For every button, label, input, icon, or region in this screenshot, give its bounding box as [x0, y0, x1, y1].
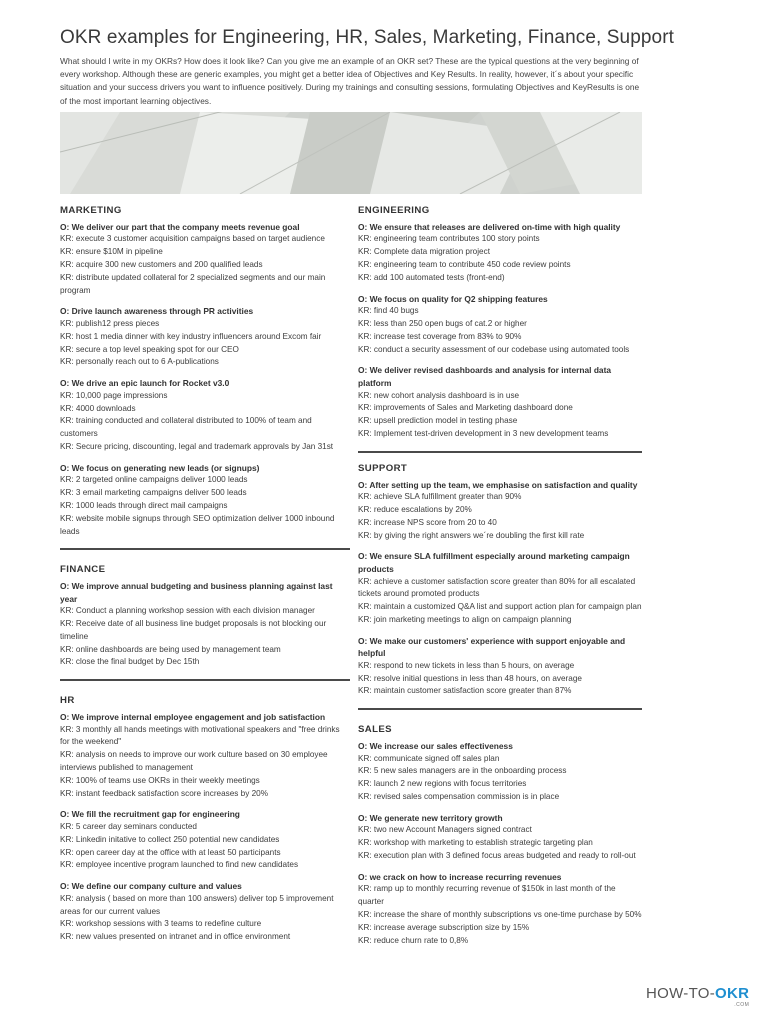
objective-block: [60, 221, 350, 298]
key-result: KR: 3 monthly all hands meetings with motivational speakers and "free drinks for the weekend": [60, 724, 340, 747]
key-result: KR: less than 250 open bugs of cat.2 or higher: [358, 318, 527, 328]
key-result: KR: increase the share of monthly subscriptions vs one-time purchase by 50%: [358, 910, 642, 920]
key-result: KR: Conduct a planning workshop session with each division manager: [60, 606, 315, 616]
intro-paragraph: What should I write in my OKRs? How does it look like? Can you give me an example of an OKR set? These are the typical questions at the very beginning of every workshop. Although these are generic examples, you might get a better idea of Objectives and Key Results. In reality, however, it´s about your specific situation and your success drivers you want to influence positively. During my trainings and consulting sessions, formulating Objectives and KeyResults is one of the most important learning objectives.: [60, 56, 640, 106]
key-result: KR: increase test coverage from 83% to 90%: [358, 331, 522, 341]
logo-brand: OKR: [715, 985, 750, 1002]
right-column: [358, 205, 642, 955]
key-result: KR: execution plan with 3 defined focus areas budgeted and ready to roll-out: [358, 851, 636, 861]
key-result: KR: execute 3 customer acquisition campaigns based on target audience: [60, 234, 325, 244]
key-result: KR: new cohort analysis dashboard is in use: [358, 390, 520, 400]
key-result: KR: workshop sessions with 3 teams to redefine culture: [60, 919, 262, 929]
key-result: KR: conduct a security assessment of our codebase using automated tools: [358, 344, 630, 354]
key-result: KR: personally reach out to 6 A-publications: [60, 357, 219, 367]
objective-title: O: We generate new territory growth: [358, 812, 503, 823]
how-to-okr-logo: [646, 985, 750, 1008]
section-divider: [60, 679, 350, 681]
key-result: KR: achieve a customer satisfaction score greater than 80% for all escalated tickets around promoted products: [358, 576, 636, 599]
key-result: KR: acquire 300 new customers and 200 qualified leads: [60, 259, 263, 269]
key-result: KR: new values presented on intranet and in office environment: [60, 932, 291, 942]
key-result: KR: distribute updated collateral for 2 specialized segments and our main program: [60, 272, 326, 295]
key-result: KR: analysis ( based on more than 100 answers) deliver top 5 improvement areas for our current values: [60, 893, 334, 916]
logo-prefix: HOW-TO-: [646, 985, 716, 1002]
key-result: KR: join marketing meetings to align on campaign planning: [358, 614, 572, 624]
key-result: KR: upsell prediction model in testing phase: [358, 416, 518, 426]
key-result: KR: employee incentive program launched to find new candidates: [60, 860, 299, 870]
key-result: KR: engineering team to contribute 450 code review points: [358, 259, 571, 269]
key-result: KR: Receive date of all business line budget proposals is not blocking our timeline: [60, 619, 327, 641]
key-result: KR: find 40 bugs: [358, 306, 419, 316]
objective-block: [60, 880, 350, 944]
section-divider: [60, 548, 350, 550]
section-heading: FINANCE: [60, 564, 106, 576]
key-result: KR: website mobile signups through SEO optimization deliver 1000 inbound leads: [60, 513, 335, 536]
section-divider: [358, 708, 642, 710]
objective-block: [358, 871, 642, 948]
section-support: [358, 463, 642, 711]
key-result: KR: training conducted and collateral distributed to 100% of team and customers: [60, 416, 312, 439]
objective-block: [358, 221, 642, 285]
objective-title: O: We deliver our part that the company meets revenue goal: [60, 221, 300, 232]
key-result: KR: analysis on needs to improve our work culture based on 30 employee interviews published to management: [60, 750, 328, 773]
key-result: KR: Linkedin initative to collect 250 potential new candidates: [60, 834, 280, 844]
objective-title: O: We ensure SLA fulfillment especially around marketing campaign products: [358, 551, 630, 574]
objective-block: [358, 812, 642, 863]
key-result: KR: 10,000 page impressions: [60, 390, 168, 400]
key-result: KR: reduce churn rate to 0,8%: [358, 935, 469, 945]
left-column: [60, 205, 350, 952]
objective-block: [358, 364, 642, 440]
key-result: KR: publish12 press pieces: [60, 318, 160, 328]
objective-title: O: We focus on generating new leads (or signups): [60, 462, 260, 473]
objective-title: O: We focus on quality for Q2 shipping features: [358, 293, 548, 304]
objective-block: [358, 635, 642, 699]
key-result: KR: engineering team contributes 100 story points: [358, 234, 540, 244]
objective-block: [60, 305, 350, 369]
key-result: KR: 4000 downloads: [60, 403, 136, 413]
key-result: KR: secure a top level speaking spot for our CEO: [60, 344, 239, 354]
key-result: KR: launch 2 new regions with focus territories: [358, 779, 527, 789]
section-finance: [60, 564, 350, 681]
section-hr: [60, 695, 350, 944]
objective-title: O: We ensure that releases are delivered on-time with high quality: [358, 221, 621, 232]
objective-block: [358, 293, 642, 357]
key-result: KR: 5 new sales managers are in the onboarding process: [358, 766, 567, 776]
objective-title: O: Drive launch awareness through PR activities: [60, 306, 254, 317]
objective-block: [60, 580, 350, 669]
section-heading: MARKETING: [60, 205, 122, 216]
key-result: KR: communicate signed off sales plan: [358, 753, 500, 763]
key-result: KR: achieve SLA fulfillment greater than 90%: [358, 492, 522, 502]
objective-title: O: We improve internal employee engagement and job satisfaction: [60, 712, 326, 723]
key-result: KR: close the final budget by Dec 15th: [60, 657, 200, 667]
objective-title: O: We deliver revised dashboards and analysis for internal data platform: [358, 365, 612, 388]
key-result: KR: online dashboards are being used by management team: [60, 644, 281, 654]
objective-block: [358, 740, 642, 804]
key-result: KR: instant feedback satisfaction score increases by 20%: [60, 788, 268, 798]
objective-title: O: we crack on how to increase recurring revenues: [358, 871, 562, 882]
key-result: KR: reduce escalations by 20%: [358, 504, 472, 514]
section-sales: [358, 724, 642, 947]
objective-block: [358, 479, 642, 543]
objective-title: O: After setting up the team, we emphasise on satisfaction and quality: [358, 479, 638, 490]
key-result: KR: Complete data migration project: [358, 247, 490, 257]
key-result: KR: maintain customer satisfaction score greater than 87%: [358, 686, 572, 696]
objective-title: O: We define our company culture and values: [60, 881, 242, 892]
objective-block: [358, 550, 642, 626]
objective-block: [60, 377, 350, 454]
paper-hero-image: [60, 112, 642, 194]
key-result: KR: improvements of Sales and Marketing dashboard done: [358, 403, 573, 413]
key-result: KR: resolve initial questions in less than 48 hours, on average: [358, 673, 582, 683]
objective-title: O: We improve annual budgeting and business planning against last year: [60, 581, 333, 604]
key-result: KR: 1000 leads through direct mail campaigns: [60, 500, 228, 510]
key-result: KR: two new Account Managers signed contract: [358, 825, 532, 835]
section-heading: SUPPORT: [358, 462, 408, 474]
page-title: OKR examples for Engineering, HR, Sales, Marketing, Finance, Support: [60, 27, 675, 48]
key-result: KR: 3 email marketing campaigns deliver 500 leads: [60, 488, 247, 498]
objective-title: O: We increase our sales effectiveness: [358, 741, 513, 752]
key-result: KR: ensure $10M in pipeline: [60, 247, 163, 257]
key-result: KR: 100% of teams use OKRs in their weekly meetings: [60, 775, 260, 785]
key-result: KR: increase NPS score from 20 to 40: [358, 517, 497, 527]
section-divider: [358, 451, 642, 453]
section-heading: ENGINEERING: [358, 205, 430, 216]
key-result: KR: respond to new tickets in less than 5 hours, on average: [358, 660, 575, 670]
section-heading: SALES: [358, 724, 392, 736]
section-heading: HR: [60, 695, 75, 707]
key-result: KR: ramp up to monthly recurring revenue of $150k in last month of the quarter: [358, 884, 616, 907]
logo-suffix: .COM: [734, 1002, 750, 1008]
key-result: KR: maintain a customized Q&A list and support action plan for campaign plan: [358, 602, 642, 612]
key-result: KR: Secure pricing, discounting, legal and trademark approvals by Jan 31st: [60, 441, 334, 451]
folded-paper-illustration: [60, 112, 642, 194]
objective-block: [60, 711, 350, 800]
key-result: KR: host 1 media dinner with key industry influencers around Excom fair: [60, 331, 322, 341]
key-result: KR: Implement test-driven development in 3 new development teams: [358, 428, 609, 438]
key-result: KR: revised sales compensation commission is in place: [358, 792, 560, 802]
objective-block: [60, 808, 350, 872]
section-marketing: [60, 205, 350, 550]
objective-title: O: We drive an epic launch for Rocket v3.0: [60, 378, 230, 389]
key-result: KR: open career day at the office with at least 50 participants: [60, 847, 281, 857]
key-result: KR: by giving the right answers we´re doubling the first kill rate: [358, 530, 585, 540]
key-result: KR: 5 career day seminars conducted: [60, 822, 197, 832]
section-engineering: [358, 205, 642, 453]
key-result: KR: workshop with marketing to establish strategic targeting plan: [358, 838, 593, 848]
key-result: KR: 2 targeted online campaigns deliver 1000 leads: [60, 475, 248, 485]
key-result: KR: add 100 automated tests (front-end): [358, 272, 505, 282]
objective-block: [60, 462, 350, 539]
objective-title: O: We make our customers' experience with support enjoyable and helpful: [358, 635, 626, 659]
objective-title: O: We fill the recruitment gap for engineering: [60, 809, 240, 820]
key-result: KR: increase average subscription size by 15%: [358, 922, 530, 932]
